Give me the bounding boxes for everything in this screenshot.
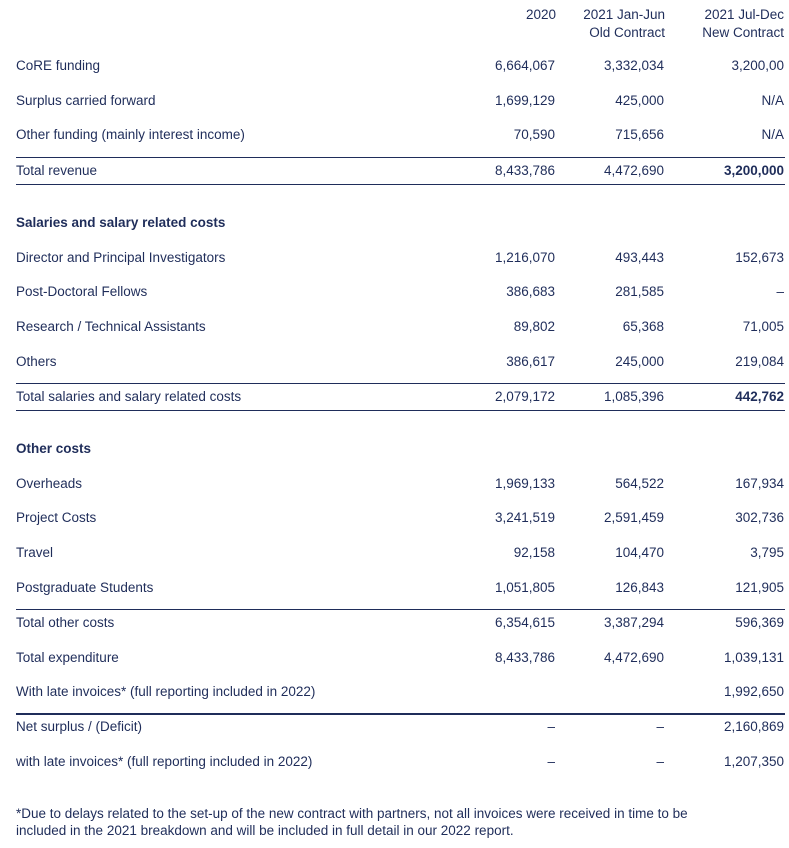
cell-2021-jul-dec: 3,200,000 [723, 163, 784, 178]
footnote-line: *Due to delays related to the set-up of the new contract with partners, not all invoices were received in time to be [16, 806, 688, 821]
cell-2021-jan-jun: 126,843 [615, 580, 664, 595]
cell-2021-jan-jun: 4,472,690 [603, 163, 664, 178]
cell-2020: 6,354,615 [494, 615, 555, 630]
cell-2021-jul-dec: 1,992,650 [723, 684, 784, 699]
cell-2020: 1,051,805 [494, 580, 555, 595]
cell-2021-jul-dec: 3,795 [750, 545, 784, 560]
cell-2021-jan-jun: 1,085,396 [603, 389, 664, 404]
row-label: Project Costs [16, 510, 97, 525]
cell-2021-jan-jun: – [656, 719, 664, 734]
footnote-line: included in the 2021 breakdown and will be included in full detail in our 2022 report. [16, 823, 514, 838]
section-heading-salaries [16, 206, 784, 240]
row-label: Surplus carried forward [16, 93, 156, 108]
row-label: Total expenditure [16, 650, 119, 665]
row-net-surplus [16, 710, 784, 744]
cell-2021-jan-jun: 425,000 [615, 93, 664, 108]
cell-2021-jul-dec: 302,736 [735, 510, 784, 525]
cell-2020: 2,079,172 [494, 389, 555, 404]
cell-2021-jul-dec: 121,905 [735, 580, 784, 595]
row-label: Travel [16, 545, 54, 560]
row-label: Other funding (mainly interest income) [16, 127, 245, 142]
cell-2020: – [547, 719, 555, 734]
cell-2021-jan-jun: 493,443 [615, 250, 664, 265]
cell-2021-jul-dec: 2,160,869 [723, 719, 784, 734]
cell-2021-jan-jun: 3,387,294 [603, 615, 664, 630]
cell-2021-jan-jun: 65,368 [622, 319, 664, 334]
cell-2021-jul-dec: 596,369 [735, 615, 784, 630]
cell-2021-jul-dec: 71,005 [742, 319, 784, 334]
row-label: Total revenue [16, 163, 98, 178]
cell-2021-jul-dec: 3,200,00 [731, 58, 784, 73]
row-label: Total salaries and salary related costs [16, 389, 242, 404]
row-label: Others [16, 354, 57, 369]
cell-2020: 386,617 [506, 354, 555, 369]
row-surplus-carried-forward [16, 84, 784, 118]
cell-2021-jan-jun: 3,332,034 [603, 58, 664, 73]
row-total-salaries [16, 380, 784, 414]
row-core-funding [16, 49, 784, 83]
section-heading: Salaries and salary related costs [16, 215, 226, 230]
cell-2020: 8,433,786 [494, 650, 555, 665]
row-director-pi [16, 241, 784, 275]
cell-2021-jan-jun: 564,522 [615, 476, 664, 491]
cell-2021-jul-dec: 152,673 [735, 250, 784, 265]
row-label: Research / Technical Assistants [16, 319, 206, 334]
cell-2020: 386,683 [506, 284, 555, 299]
cell-2021-jul-dec: 1,207,350 [723, 754, 784, 769]
row-total-revenue [16, 154, 784, 188]
row-label: Post-Doctoral Fellows [16, 284, 148, 299]
row-overheads [16, 467, 784, 501]
cell-2020: 70,590 [513, 127, 555, 142]
cell-2020: 3,241,519 [494, 510, 555, 525]
cell-2021-jan-jun: 245,000 [615, 354, 664, 369]
column-header-2021-jan-jun: 2021 Jan-Jun Old Contract [583, 7, 665, 40]
row-label: Director and Principal Investigators [16, 250, 226, 265]
row-total-other-costs [16, 606, 784, 640]
cell-2021-jul-dec: – [776, 284, 784, 299]
cell-2020: 1,699,129 [494, 93, 555, 108]
cell-2020: 1,969,133 [494, 476, 555, 491]
cell-2021-jan-jun: 4,472,690 [603, 650, 664, 665]
row-label: Total other costs [16, 615, 115, 630]
cell-2021-jul-dec: 219,084 [735, 354, 784, 369]
row-other-funding [16, 118, 784, 152]
row-others [16, 345, 784, 379]
row-label: Postgraduate Students [16, 580, 154, 595]
cell-2021-jan-jun: – [656, 754, 664, 769]
cell-2020: 6,664,067 [494, 58, 555, 73]
column-header-2020: 2020 [525, 7, 556, 22]
divider [16, 184, 785, 185]
cell-2021-jul-dec: N/A [761, 127, 784, 142]
cell-2021-jul-dec: N/A [761, 93, 784, 108]
section-heading-other-costs [16, 432, 784, 466]
row-travel [16, 536, 784, 570]
column-header-2021-jul-dec: 2021 Jul-Dec New Contract [702, 7, 784, 40]
row-project-costs [16, 501, 784, 535]
row-total-expenditure [16, 641, 784, 675]
cell-2021-jan-jun: 2,591,459 [603, 510, 664, 525]
cell-2020: 8,433,786 [494, 163, 555, 178]
row-label: Overheads [16, 476, 83, 491]
row-with-late-invoices-surplus [16, 745, 784, 779]
row-label: with late invoices* (full reporting included in 2022) [16, 754, 313, 769]
cell-2020: – [547, 754, 555, 769]
footnote [16, 805, 776, 839]
cell-2020: 92,158 [513, 545, 555, 560]
cell-2020: 89,802 [513, 319, 555, 334]
cell-2021-jan-jun: 715,656 [615, 127, 664, 142]
row-research-assistants [16, 310, 784, 344]
cell-2020: 1,216,070 [494, 250, 555, 265]
row-label: Net surplus / (Deficit) [16, 719, 143, 734]
row-with-late-invoices-expenditure [16, 675, 784, 709]
cell-2021-jul-dec: 1,039,131 [723, 650, 784, 665]
cell-2021-jan-jun: 104,470 [615, 545, 664, 560]
row-post-doctoral [16, 275, 784, 309]
cell-2021-jul-dec: 442,762 [735, 389, 784, 404]
section-heading: Other costs [16, 441, 92, 456]
row-label: With late invoices* (full reporting included in 2022) [16, 684, 316, 699]
cell-2021-jul-dec: 167,934 [735, 476, 784, 491]
row-label: CoRE funding [16, 58, 101, 73]
cell-2021-jan-jun: 281,585 [615, 284, 664, 299]
divider [16, 410, 785, 411]
row-postgraduate-students [16, 571, 784, 605]
